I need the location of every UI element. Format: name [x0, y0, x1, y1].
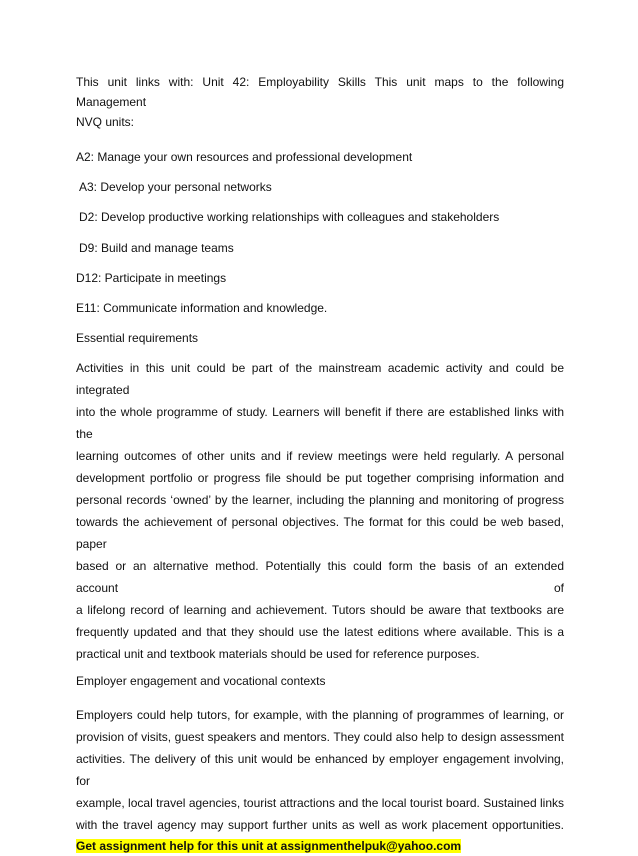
paragraph-line: provision of visits, guest speakers and mentors. They could also help to design assessment [76, 730, 564, 744]
section-heading: Essential requirements [76, 331, 199, 345]
paragraph-line: activities. The delivery of this unit would be enhanced by employer engagement involving, for [76, 752, 564, 788]
paragraph-line: example, local travel agencies, tourist attractions and the local tourist board. Sustained links [76, 796, 564, 810]
assignment-help-line [76, 836, 564, 856]
intro-line: NVQ units: [76, 115, 135, 129]
unit-item: A3: Develop your personal networks [79, 180, 272, 194]
paragraph-line: Activities in this unit could be part of the mainstream academic activity and could be integrated [76, 361, 564, 397]
paragraph-line: learning outcomes of other units and if review meetings were held regularly. A personal [76, 449, 564, 463]
paragraph-line: frequently updated and that they should use the latest editions where available. This is a [76, 625, 564, 639]
paragraph-line: practical unit and textbook materials should be used for reference purposes. [76, 647, 480, 661]
section-heading: Employer engagement and vocational contexts [76, 674, 326, 688]
paragraph-line: with the travel agency may support further units as well as work placement opportunities. [76, 818, 564, 832]
paragraph-line: a lifelong record of learning and achievement. Tutors should be aware that textbooks are [76, 603, 564, 617]
paragraph-line: Employers could help tutors, for example, with the planning of programmes of learning, or [76, 708, 564, 722]
document-body [76, 72, 564, 856]
essential-paragraph [76, 357, 564, 665]
unit-item: D12: Participate in meetings [76, 271, 227, 285]
unit-item: A2: Manage your own resources and professional development [76, 150, 413, 164]
paragraph-line: personal records ‘owned’ by the learner, including the planning and monitoring of progress [76, 493, 564, 507]
unit-item: D2: Develop productive working relationships with colleagues and stakeholders [79, 210, 500, 224]
unit-item: D9: Build and manage teams [79, 241, 234, 255]
paragraph-line: towards the achievement of personal objectives. The format for this could be web based, paper [76, 515, 564, 551]
unit-item: E11: Communicate information and knowledge. [76, 301, 328, 315]
highlighted-contact-text: Get assignment help for this unit at assignmenthelpuk@yahoo.com [76, 839, 462, 853]
intro-line: This unit links with: Unit 42: Employability Skills This unit maps to the following Management [76, 75, 564, 109]
employer-paragraph [76, 704, 564, 836]
paragraph-line: into the whole programme of study. Learners will benefit if there are established links with the [76, 405, 564, 441]
paragraph-line: based or an alternative method. Potentially this could form the basis of an extended account of [76, 559, 564, 595]
paragraph-line: development portfolio or progress file should be put together comprising information and [76, 471, 564, 485]
